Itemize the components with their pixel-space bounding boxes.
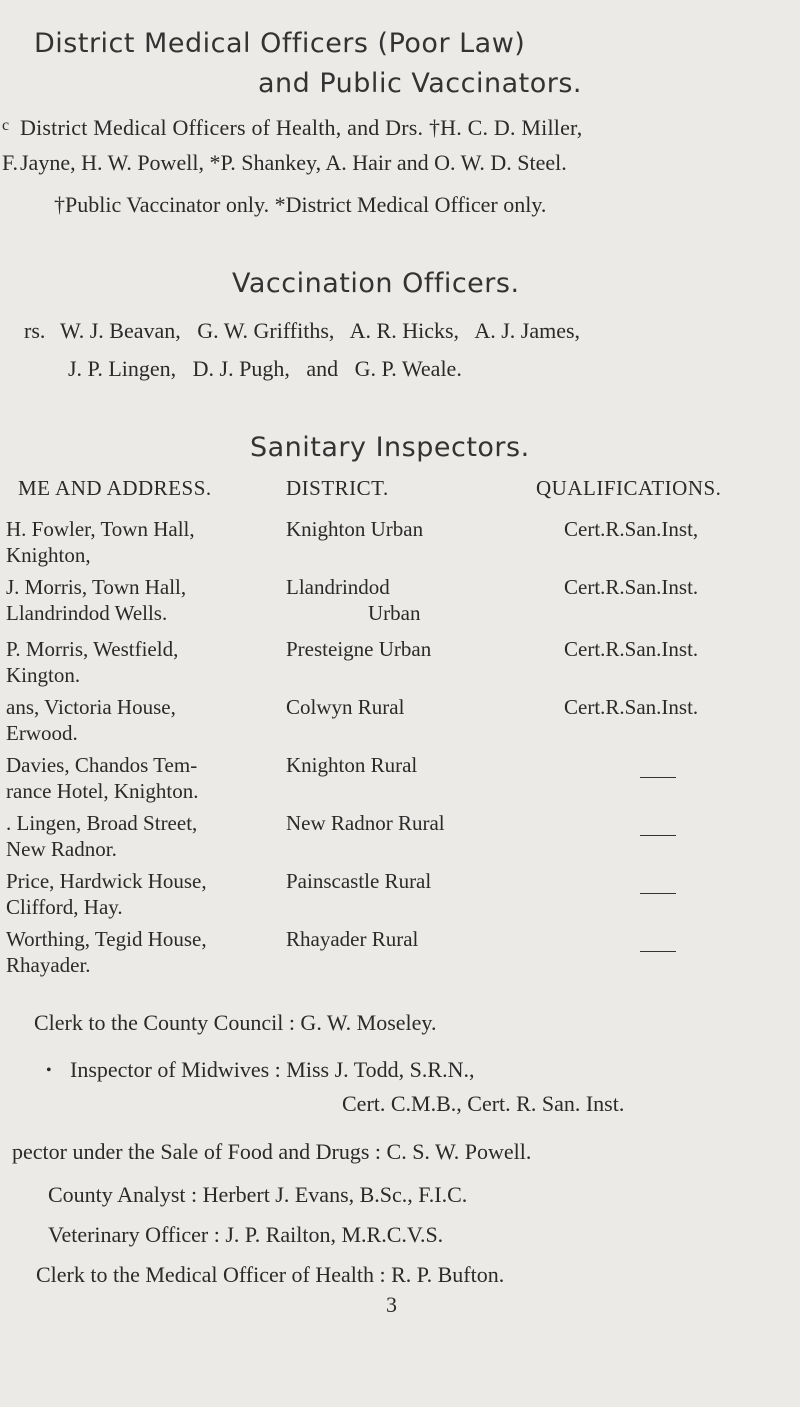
table-row	[6, 868, 207, 920]
inspector-name: J. Morris, Town Hall,	[6, 575, 187, 599]
inspector-name: H. Fowler, Town Hall,	[6, 517, 195, 541]
vaccination-line1: W. J. Beavan, G. W. Griffiths, A. R. Hicks, A. J. James,	[60, 318, 581, 343]
inspector-midwives-line2: Cert. C.M.B., Cert. R. San. Inst.	[342, 1091, 625, 1116]
district-cell: Rhayader Rural	[286, 927, 419, 951]
district-cell: Presteigne Urban	[286, 637, 432, 661]
clerk-medical-officer: Clerk to the Medical Officer of Health : R. P. Bufton.	[36, 1262, 505, 1287]
dash	[640, 823, 676, 841]
vaccination-line2: J. P. Lingen, D. J. Pugh, and G. P. Weale.	[68, 356, 462, 381]
district-cell: Colwyn Rural	[286, 695, 405, 719]
veterinary-officer: Veterinary Officer : J. P. Railton, M.R.C.V.S.	[48, 1222, 444, 1247]
table-row	[6, 516, 195, 568]
table-row	[6, 752, 198, 804]
bullet-mark: •	[46, 1062, 52, 1079]
qualification-cell: Cert.R.San.Inst.	[564, 695, 699, 719]
table-row	[6, 810, 197, 862]
inspector-midwives-line1: Inspector of Midwives : Miss J. Todd, S.R.N.,	[70, 1057, 475, 1082]
inspector-address: Llandrindod Wells.	[6, 601, 168, 625]
table-row	[6, 574, 186, 626]
dmo-line1: District Medical Officers of Health, and Drs. †H. C. D. Miller,	[20, 115, 583, 140]
dash	[640, 881, 676, 899]
column-header-name: ME AND ADDRESS.	[18, 476, 212, 500]
margin-mark: c	[2, 117, 10, 134]
qualification-cell: Cert.R.San.Inst.	[564, 637, 699, 661]
district-cell-line2: Urban	[368, 601, 421, 625]
district-cell: Knighton Rural	[286, 753, 418, 777]
inspector-name: ans, Victoria House,	[6, 695, 176, 719]
district-cell: Knighton Urban	[286, 517, 424, 541]
vaccination-heading: Vaccination Officers.	[232, 268, 520, 299]
inspector-address: Clifford, Hay.	[6, 895, 123, 919]
column-header-qualifications: QUALIFICATIONS.	[536, 476, 722, 500]
inspector-address: Rhayader.	[6, 953, 91, 977]
page-title-line2: and Public Vaccinators.	[258, 68, 582, 99]
inspector-address: Knighton,	[6, 543, 91, 567]
inspector-address: New Radnor.	[6, 837, 117, 861]
inspector-address: Erwood.	[6, 721, 78, 745]
table-row	[6, 636, 178, 688]
vaccination-prefix: rs.	[24, 318, 46, 343]
qualification-cell: Cert.R.San.Inst,	[564, 517, 699, 541]
district-cell: Llandrindod	[286, 575, 390, 599]
inspector-name: . Lingen, Broad Street,	[6, 811, 198, 835]
district-cell: New Radnor Rural	[286, 811, 445, 835]
food-drugs-inspector: pector under the Sale of Food and Drugs : C. S. W. Powell.	[12, 1139, 532, 1164]
page-number: 3	[386, 1292, 397, 1317]
inspector-name: P. Morris, Westfield,	[6, 637, 179, 661]
inspector-address: Kington.	[6, 663, 81, 687]
inspector-name: Price, Hardwick House,	[6, 869, 207, 893]
clerk-county-council: Clerk to the County Council : G. W. Moseley.	[34, 1010, 437, 1035]
table-row	[6, 694, 176, 746]
inspector-name: Davies, Chandos Tem-	[6, 753, 198, 777]
inspector-address: rance Hotel, Knighton.	[6, 779, 199, 803]
column-header-district: DISTRICT.	[286, 476, 389, 500]
inspector-name: Worthing, Tegid House,	[6, 927, 207, 951]
district-cell: Painscastle Rural	[286, 869, 432, 893]
table-row	[6, 926, 207, 978]
dash	[640, 939, 676, 957]
margin-mark: F.	[2, 150, 18, 175]
dmo-line2: Jayne, H. W. Powell, *P. Shankey, A. Hair and O. W. D. Steel.	[20, 150, 567, 175]
page-title-line1: District Medical Officers (Poor Law)	[34, 28, 526, 59]
sanitary-heading: Sanitary Inspectors.	[250, 432, 530, 463]
dmo-footnote: †Public Vaccinator only. *District Medical Officer only.	[54, 192, 547, 217]
county-analyst: County Analyst : Herbert J. Evans, B.Sc., F.I.C.	[48, 1182, 468, 1207]
dash	[640, 765, 676, 783]
qualification-cell: Cert.R.San.Inst.	[564, 575, 699, 599]
